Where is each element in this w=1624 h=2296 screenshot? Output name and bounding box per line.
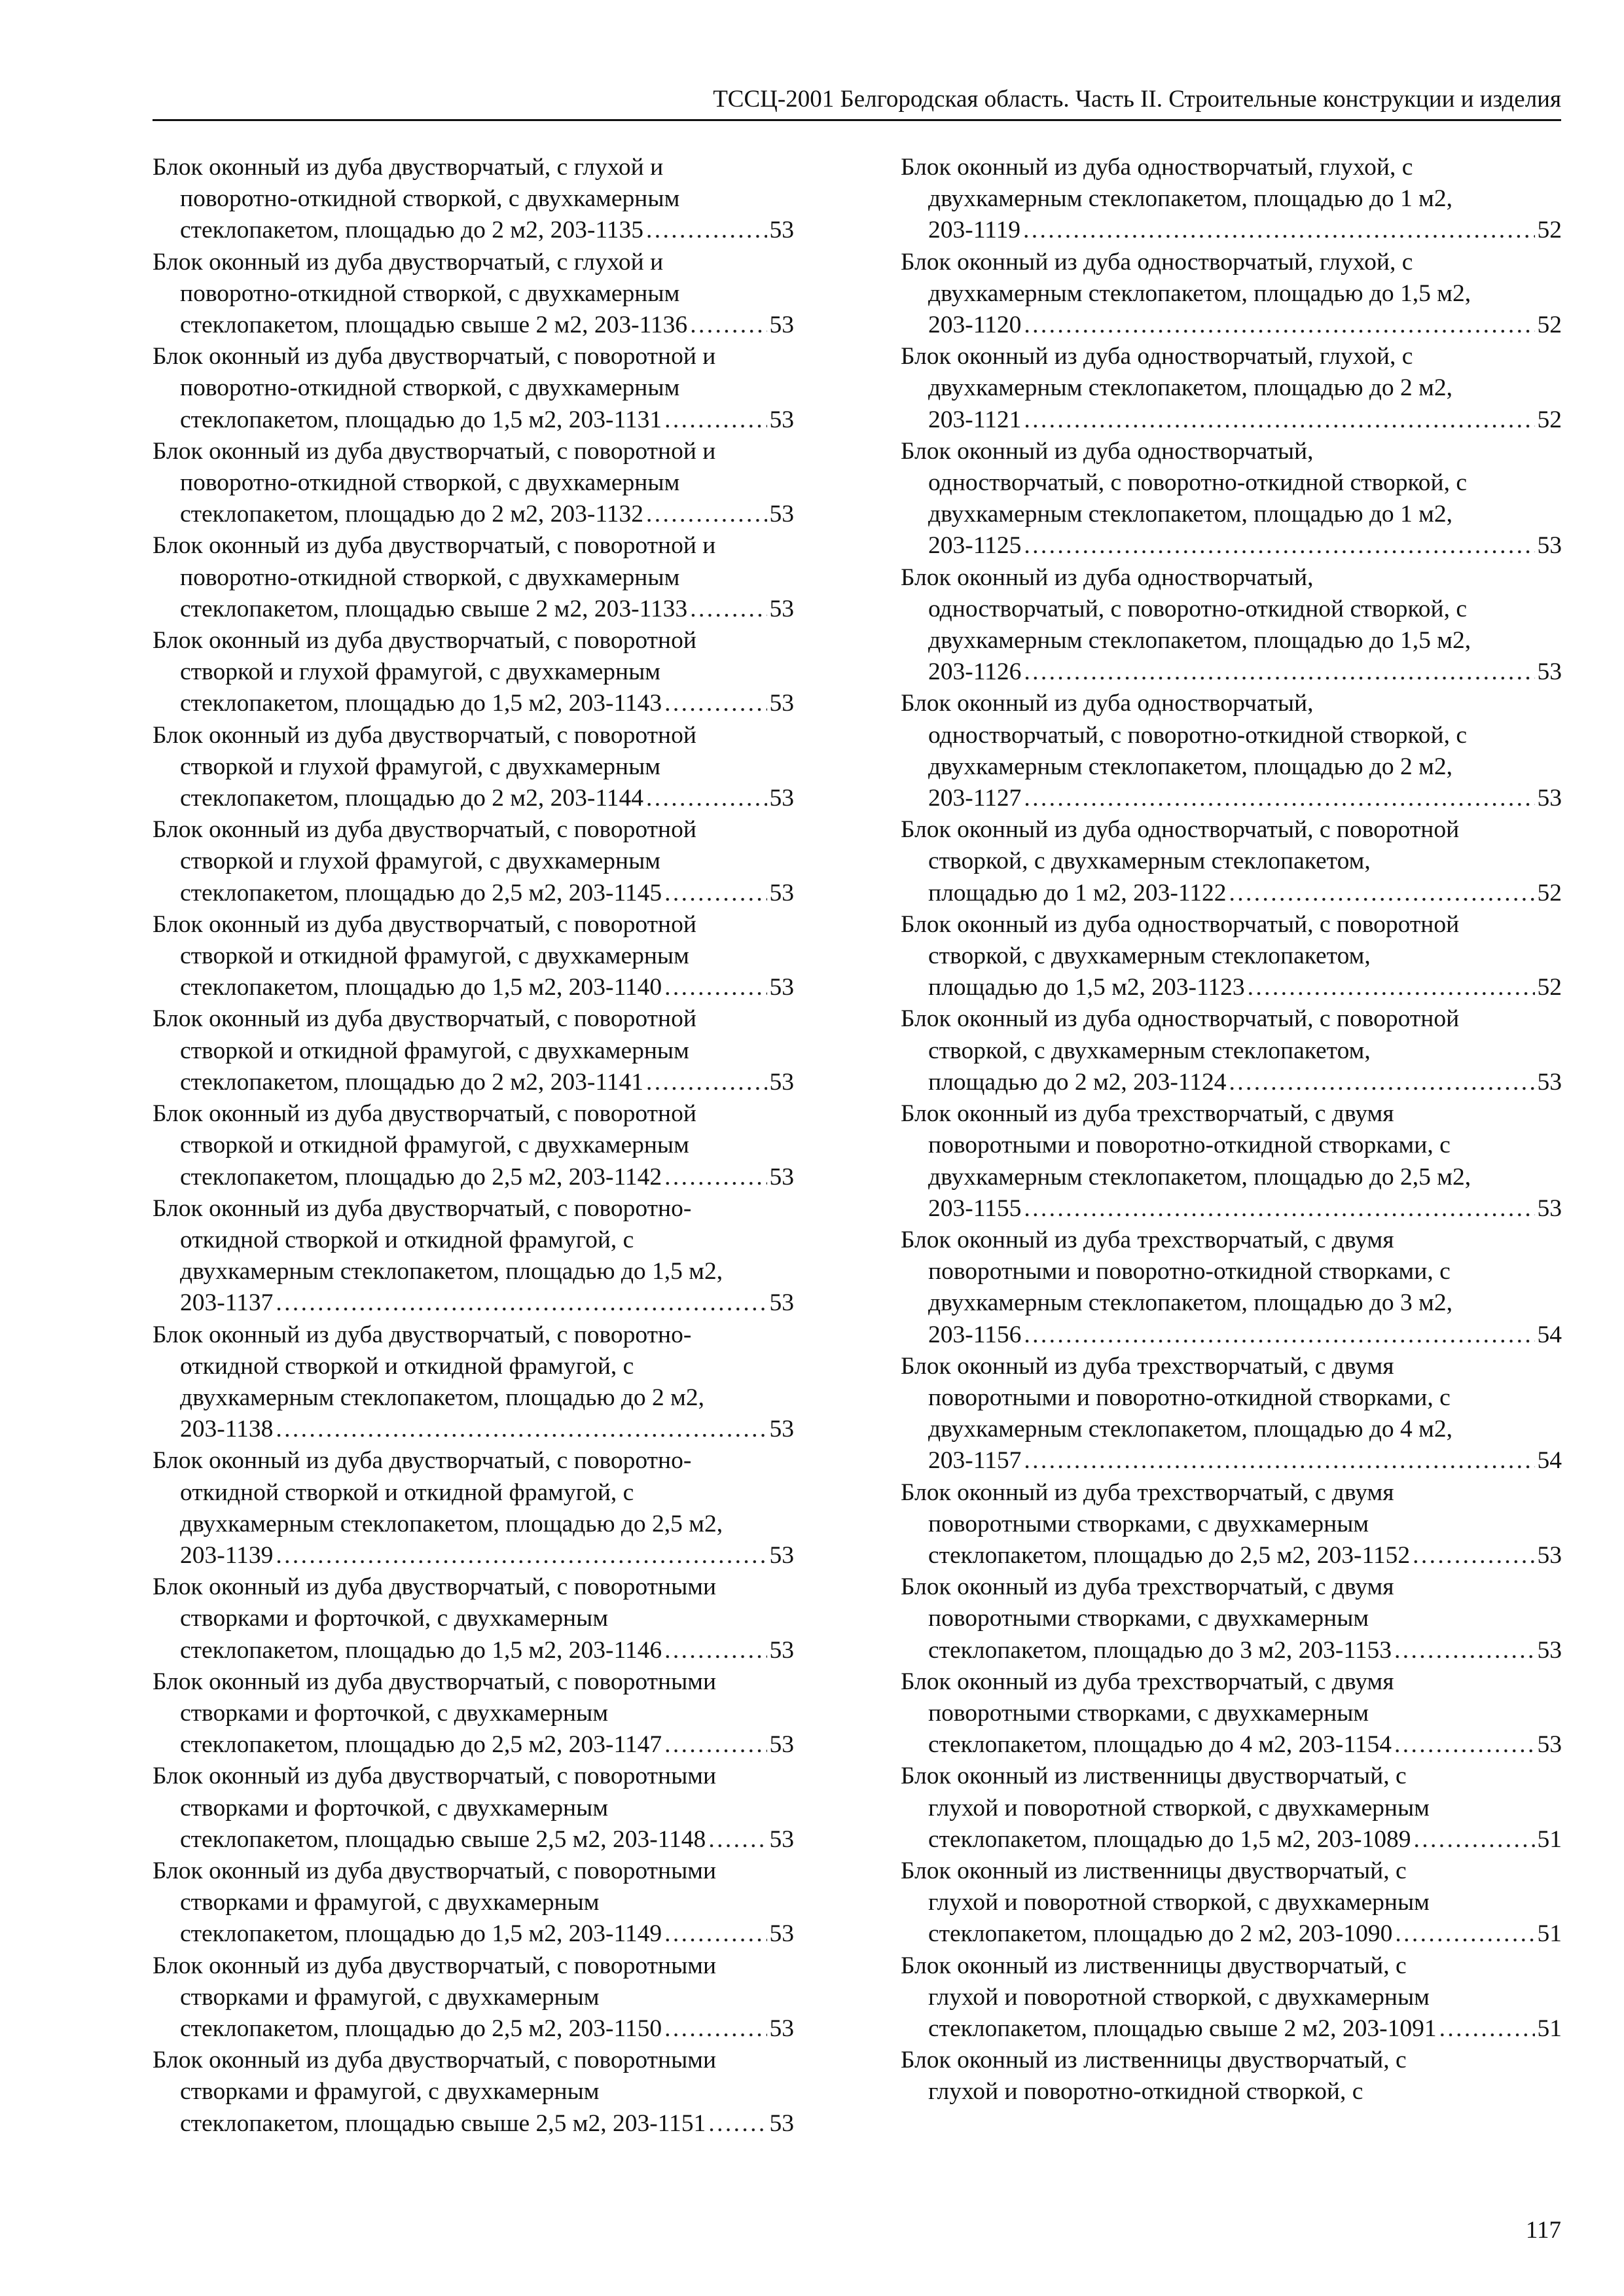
index-entry bbox=[153, 247, 794, 342]
entry-code: 203-1121 bbox=[928, 406, 1022, 433]
entry-line: двухкамерным стеклопакетом, площадью до 2 м2, bbox=[180, 1384, 705, 1411]
entry-line: Блок оконный из дуба двустворчатый, с поворотной и bbox=[153, 532, 716, 560]
entry-line: поворотными и поворотно-откидной створками, с bbox=[928, 1258, 1451, 1285]
index-entry bbox=[153, 1445, 794, 1571]
index-entry bbox=[153, 1666, 794, 1761]
index-entry bbox=[153, 1761, 794, 1856]
index-column-left bbox=[153, 152, 794, 2140]
entry-line: одностворчатый, с поворотно-откидной створкой, с bbox=[928, 595, 1468, 622]
entry-code: стеклопакетом, площадью до 2,5 м2, 203-1150 bbox=[180, 2015, 662, 2042]
entry-line: створкой, с двухкамерным стеклопакетом, bbox=[928, 942, 1371, 970]
entry-code: стеклопакетом, площадью до 2 м2, 203-1141 bbox=[180, 1068, 643, 1096]
entry-last-line bbox=[901, 215, 1562, 246]
entry-code: 203-1119 bbox=[928, 217, 1020, 244]
entry-line: Блок оконный из дуба двустворчатый, с поворотной bbox=[153, 1100, 696, 1128]
entry-page-ref: 53 bbox=[769, 1636, 794, 1664]
index-entry bbox=[901, 152, 1562, 247]
dot-leader bbox=[1024, 530, 1534, 562]
entry-page-ref: 53 bbox=[769, 2015, 794, 2042]
entry-code: 203-1126 bbox=[928, 658, 1022, 686]
entry-code: стеклопакетом, площадью до 1,5 м2, 203-1089 bbox=[928, 1825, 1411, 1853]
index-entry bbox=[153, 1193, 794, 1319]
entry-page-ref: 53 bbox=[769, 406, 794, 433]
dot-leader bbox=[664, 972, 767, 1003]
dot-leader bbox=[664, 878, 767, 909]
entry-line: створкой, с двухкамерным стеклопакетом, bbox=[928, 848, 1371, 875]
dot-leader bbox=[1413, 1824, 1534, 1856]
entry-code: 203-1156 bbox=[928, 1321, 1022, 1348]
entry-page-ref: 53 bbox=[769, 595, 794, 622]
dot-leader bbox=[276, 1540, 767, 1571]
index-entry bbox=[901, 1098, 1562, 1225]
entry-code: 203-1137 bbox=[180, 1289, 274, 1317]
entry-code: стеклопакетом, площадью свыше 2 м2, 203-1136 bbox=[180, 312, 688, 339]
dot-leader bbox=[664, 688, 767, 719]
entry-line: Блок оконный из дуба двустворчатый, с поворотной bbox=[153, 721, 696, 749]
dot-leader bbox=[1024, 1445, 1534, 1477]
entry-line: поворотными и поворотно-откидной створками, с bbox=[928, 1384, 1451, 1411]
entry-last-line bbox=[901, 972, 1562, 1003]
entry-line: Блок оконный из дуба трехстворчатый, с двумя bbox=[901, 1573, 1394, 1601]
index-entry bbox=[901, 1351, 1562, 1477]
entry-line: Блок оконный из дуба двустворчатый, с поворотной bbox=[153, 816, 696, 844]
page-number: 117 bbox=[1525, 2217, 1561, 2244]
entry-line: глухой и поворотно-откидной створкой, с bbox=[928, 2078, 1363, 2106]
entry-page-ref: 53 bbox=[769, 501, 794, 528]
dot-leader bbox=[1024, 310, 1534, 341]
entry-last-line bbox=[901, 1445, 1562, 1477]
entry-line: створкой, с двухкамерным стеклопакетом, bbox=[928, 1037, 1371, 1064]
index-entry bbox=[901, 814, 1562, 909]
dot-leader bbox=[646, 783, 767, 814]
dot-leader bbox=[690, 594, 767, 625]
dot-leader bbox=[690, 310, 767, 341]
entry-last-line bbox=[901, 1067, 1562, 1098]
entry-line: поворотно-откидной створкой, с двухкамерным bbox=[180, 374, 680, 402]
dot-leader bbox=[1439, 2013, 1535, 2045]
entry-line: Блок оконный из дуба двустворчатый, с поворотными bbox=[153, 1573, 717, 1601]
entry-line: створками и форточкой, с двухкамерным bbox=[180, 1699, 609, 1727]
entry-last-line bbox=[153, 404, 794, 436]
index-entry bbox=[901, 909, 1562, 1004]
entry-line: двухкамерным стеклопакетом, площадью до 2 м2, bbox=[928, 753, 1453, 780]
entry-last-line bbox=[153, 1729, 794, 1761]
entry-line: двухкамерным стеклопакетом, площадью до 2 м2, bbox=[928, 374, 1453, 402]
entry-line: поворотно-откидной створкой, с двухкамерным bbox=[180, 564, 680, 591]
index-entry bbox=[901, 1477, 1562, 1572]
index-entry bbox=[153, 436, 794, 531]
entry-page-ref: 52 bbox=[1537, 879, 1562, 906]
entry-line: поворотными створками, с двухкамерным bbox=[928, 1510, 1369, 1537]
dot-leader bbox=[664, 404, 767, 436]
dot-leader bbox=[1229, 1067, 1535, 1098]
entry-line: поворотно-откидной створкой, с двухкамерным bbox=[180, 469, 680, 497]
index-entry bbox=[153, 625, 794, 720]
dot-leader bbox=[664, 1635, 767, 1666]
entry-page-ref: 53 bbox=[769, 2109, 794, 2137]
entry-code: площадью до 1 м2, 203-1122 bbox=[928, 879, 1227, 906]
entry-last-line bbox=[901, 1193, 1562, 1225]
entry-line: Блок оконный из дуба одностворчатый, с поворотной bbox=[901, 816, 1460, 844]
entry-line: Блок оконный из дуба двустворчатый, с поворотной и bbox=[153, 343, 716, 370]
entry-last-line bbox=[153, 1540, 794, 1571]
entry-line: Блок оконный из лиственницы двустворчатый, с bbox=[901, 1763, 1407, 1790]
entry-code: стеклопакетом, площадью до 2 м2, 203-1135 bbox=[180, 217, 643, 244]
index-entry bbox=[153, 152, 794, 247]
running-header: ТССЦ-2001 Белгородская область. Часть II. Строительные конструкции и изделия bbox=[153, 84, 1561, 121]
entry-last-line bbox=[153, 688, 794, 719]
entry-line: двухкамерным стеклопакетом, площадью до 2,5 м2, bbox=[928, 1163, 1471, 1191]
entry-page-ref: 53 bbox=[1537, 1731, 1562, 1759]
entry-line: Блок оконный из дуба двустворчатый, с поворотной bbox=[153, 1005, 696, 1033]
entry-code: 203-1127 bbox=[928, 785, 1022, 812]
entry-last-line bbox=[153, 878, 794, 909]
index-entry bbox=[901, 1003, 1562, 1098]
dot-leader bbox=[1024, 783, 1534, 814]
entry-last-line bbox=[901, 530, 1562, 562]
entry-code: стеклопакетом, площадью до 2,5 м2, 203-1142 bbox=[180, 1163, 662, 1191]
entry-last-line bbox=[153, 1067, 794, 1098]
entry-last-line bbox=[153, 1918, 794, 1950]
entry-line: Блок оконный из дуба двустворчатый, с поворотно- bbox=[153, 1447, 692, 1475]
entry-last-line bbox=[153, 1287, 794, 1319]
entry-code: стеклопакетом, площадью до 2,5 м2, 203-1152 bbox=[928, 1541, 1411, 1569]
entry-line: двухкамерным стеклопакетом, площадью до 1 м2, bbox=[928, 501, 1453, 528]
entry-code: стеклопакетом, площадью свыше 2,5 м2, 203-1151 bbox=[180, 2109, 706, 2137]
entry-line: Блок оконный из дуба двустворчатый, с поворотной bbox=[153, 627, 696, 655]
entry-line: Блок оконный из лиственницы двустворчатый, с bbox=[901, 2047, 1407, 2074]
index-entry bbox=[901, 1571, 1562, 1666]
index-entry bbox=[153, 1098, 794, 1193]
entry-line: Блок оконный из дуба трехстворчатый, с двумя bbox=[901, 1226, 1394, 1253]
index-entry bbox=[901, 1225, 1562, 1351]
index-entry bbox=[153, 341, 794, 436]
entry-code: площадью до 2 м2, 203-1124 bbox=[928, 1068, 1227, 1096]
entry-line: глухой и поворотной створкой, с двухкамерным bbox=[928, 1794, 1430, 1821]
entry-page-ref: 53 bbox=[769, 785, 794, 812]
entry-line: одностворчатый, с поворотно-откидной створкой, с bbox=[928, 469, 1468, 497]
entry-last-line bbox=[153, 499, 794, 530]
entry-line: створкой и глухой фрамугой, с двухкамерным bbox=[180, 658, 661, 686]
index-entry bbox=[901, 2045, 1562, 2108]
entry-line: створками и форточкой, с двухкамерным bbox=[180, 1605, 609, 1632]
index-column-right bbox=[901, 152, 1562, 2108]
entry-code: стеклопакетом, площадью до 2 м2, 203-1132 bbox=[180, 501, 643, 528]
entry-page-ref: 53 bbox=[769, 1541, 794, 1569]
entry-last-line bbox=[153, 1162, 794, 1193]
entry-line: одностворчатый, с поворотно-откидной створкой, с bbox=[928, 721, 1468, 749]
entry-line: Блок оконный из дуба трехстворчатый, с двумя bbox=[901, 1668, 1394, 1695]
entry-last-line bbox=[153, 215, 794, 246]
dot-leader bbox=[664, 1729, 767, 1761]
entry-last-line bbox=[901, 783, 1562, 814]
entry-line: Блок оконный из дуба трехстворчатый, с двумя bbox=[901, 1100, 1394, 1128]
entry-code: стеклопакетом, площадью до 1,5 м2, 203-1131 bbox=[180, 406, 662, 433]
entry-code: стеклопакетом, площадью до 1,5 м2, 203-1143 bbox=[180, 690, 662, 717]
entry-line: Блок оконный из дуба двустворчатый, с поворотными bbox=[153, 2047, 717, 2074]
dot-leader bbox=[1394, 1729, 1535, 1761]
entry-line: откидной створкой и откидной фрамугой, с bbox=[180, 1226, 634, 1253]
entry-last-line bbox=[901, 1918, 1562, 1950]
entry-line: Блок оконный из дуба двустворчатый, с глухой и bbox=[153, 248, 664, 276]
entry-code: стеклопакетом, площадью до 4 м2, 203-1154 bbox=[928, 1731, 1392, 1759]
entry-code: стеклопакетом, площадью до 2,5 м2, 203-1147 bbox=[180, 1731, 662, 1759]
index-entry bbox=[153, 530, 794, 625]
entry-line: двухкамерным стеклопакетом, площадью до 4 м2, bbox=[928, 1416, 1453, 1443]
entry-line: Блок оконный из дуба двустворчатый, с поворотной и bbox=[153, 437, 716, 465]
entry-line: Блок оконный из дуба одностворчатый, bbox=[901, 437, 1314, 465]
entry-line: Блок оконный из дуба одностворчатый, с поворотной bbox=[901, 1005, 1460, 1033]
entry-code: 203-1125 bbox=[928, 532, 1022, 560]
entry-last-line bbox=[901, 1540, 1562, 1571]
entry-line: глухой и поворотной створкой, с двухкамерным bbox=[928, 1889, 1430, 1916]
entry-line: Блок оконный из дуба двустворчатый, с поворотными bbox=[153, 1952, 717, 1979]
entry-last-line bbox=[153, 2108, 794, 2140]
entry-code: стеклопакетом, площадью до 3 м2, 203-1153 bbox=[928, 1636, 1392, 1664]
index-entry bbox=[153, 1319, 794, 1446]
entry-line: откидной створкой и откидной фрамугой, с bbox=[180, 1352, 634, 1380]
entry-code: 203-1139 bbox=[180, 1541, 274, 1569]
entry-line: Блок оконный из дуба одностворчатый, с поворотной bbox=[901, 910, 1460, 938]
dot-leader bbox=[646, 499, 767, 530]
entry-last-line bbox=[901, 878, 1562, 909]
entry-line: створкой и откидной фрамугой, с двухкамерным bbox=[180, 942, 689, 970]
index-entry bbox=[901, 247, 1562, 342]
dot-leader bbox=[646, 215, 767, 246]
entry-code: площадью до 1,5 м2, 203-1123 bbox=[928, 974, 1245, 1001]
entry-page-ref: 53 bbox=[769, 312, 794, 339]
entry-code: стеклопакетом, площадью до 2 м2, 203-1144 bbox=[180, 785, 643, 812]
entry-line: Блок оконный из дуба одностворчатый, bbox=[901, 564, 1314, 591]
index-entry bbox=[153, 720, 794, 815]
index-entry bbox=[901, 1666, 1562, 1761]
dot-leader bbox=[664, 2013, 767, 2045]
dot-leader bbox=[664, 1918, 767, 1950]
entry-last-line bbox=[901, 1319, 1562, 1351]
entry-last-line bbox=[153, 972, 794, 1003]
dot-leader bbox=[708, 2108, 767, 2140]
dot-leader bbox=[708, 1824, 767, 1856]
entry-code: стеклопакетом, площадью свыше 2 м2, 203-1091 bbox=[928, 2015, 1437, 2042]
entry-page-ref: 51 bbox=[1537, 1825, 1562, 1853]
entry-page-ref: 53 bbox=[769, 879, 794, 906]
index-entry bbox=[901, 1950, 1562, 2045]
entry-last-line bbox=[153, 2013, 794, 2045]
entry-code: стеклопакетом, площадью свыше 2,5 м2, 203-1148 bbox=[180, 1825, 706, 1853]
dot-leader bbox=[1024, 1193, 1534, 1225]
entry-page-ref: 53 bbox=[1537, 1068, 1562, 1096]
entry-code: стеклопакетом, площадью до 2 м2, 203-1090 bbox=[928, 1920, 1393, 1948]
entry-line: поворотно-откидной створкой, с двухкамерным bbox=[180, 279, 680, 307]
entry-page-ref: 53 bbox=[1537, 658, 1562, 686]
entry-last-line bbox=[901, 656, 1562, 688]
dot-leader bbox=[1395, 1918, 1534, 1950]
dot-leader bbox=[1394, 1635, 1535, 1666]
entry-page-ref: 54 bbox=[1537, 1321, 1562, 1348]
entry-page-ref: 53 bbox=[1537, 1636, 1562, 1664]
entry-last-line bbox=[901, 310, 1562, 341]
entry-page-ref: 53 bbox=[769, 1289, 794, 1317]
entry-last-line bbox=[901, 1729, 1562, 1761]
entry-line: створками и фрамугой, с двухкамерным bbox=[180, 1983, 600, 2011]
entry-page-ref: 53 bbox=[1537, 1194, 1562, 1222]
index-entry bbox=[153, 1950, 794, 2045]
entry-line: створками и форточкой, с двухкамерным bbox=[180, 1794, 609, 1821]
entry-last-line bbox=[901, 2013, 1562, 2045]
entry-line: двухкамерным стеклопакетом, площадью до 2,5 м2, bbox=[180, 1510, 723, 1537]
index-entry bbox=[901, 1856, 1562, 1950]
entry-line: створкой и глухой фрамугой, с двухкамерным bbox=[180, 848, 661, 875]
entry-last-line bbox=[153, 783, 794, 814]
entry-page-ref: 51 bbox=[1537, 2015, 1562, 2042]
entry-line: створкой и откидной фрамугой, с двухкамерным bbox=[180, 1132, 689, 1159]
entry-page-ref: 53 bbox=[769, 1920, 794, 1948]
entry-page-ref: 53 bbox=[769, 217, 794, 244]
entry-line: Блок оконный из дуба одностворчатый, глухой, с bbox=[901, 343, 1413, 370]
entry-line: откидной створкой и откидной фрамугой, с bbox=[180, 1479, 634, 1506]
entry-line: двухкамерным стеклопакетом, площадью до 1,5 м2, bbox=[928, 279, 1471, 307]
entry-line: Блок оконный из лиственницы двустворчатый, с bbox=[901, 1952, 1407, 1979]
index-entry bbox=[901, 1761, 1562, 1856]
entry-page-ref: 53 bbox=[769, 1731, 794, 1759]
entry-line: Блок оконный из лиственницы двустворчатый, с bbox=[901, 1857, 1407, 1884]
entry-line: створкой и откидной фрамугой, с двухкамерным bbox=[180, 1037, 689, 1064]
entry-code: 203-1155 bbox=[928, 1194, 1022, 1222]
entry-page-ref: 53 bbox=[1537, 532, 1562, 560]
index-entry bbox=[153, 1571, 794, 1666]
entry-line: Блок оконный из дуба одностворчатый, глухой, с bbox=[901, 154, 1413, 181]
entry-code: 203-1138 bbox=[180, 1416, 274, 1443]
entry-page-ref: 53 bbox=[1537, 1541, 1562, 1569]
entry-code: 203-1157 bbox=[928, 1447, 1022, 1475]
entry-last-line bbox=[901, 1824, 1562, 1856]
entry-line: двухкамерным стеклопакетом, площадью до 1,5 м2, bbox=[928, 627, 1471, 655]
entry-line: глухой и поворотной створкой, с двухкамерным bbox=[928, 1983, 1430, 2011]
entry-line: двухкамерным стеклопакетом, площадью до 1 м2, bbox=[928, 185, 1453, 213]
index-entry bbox=[153, 909, 794, 1004]
dot-leader bbox=[1248, 972, 1535, 1003]
entry-last-line bbox=[153, 1414, 794, 1445]
entry-page-ref: 53 bbox=[769, 690, 794, 717]
index-entry bbox=[153, 1003, 794, 1098]
dot-leader bbox=[1024, 656, 1534, 688]
index-entry bbox=[153, 2045, 794, 2140]
entry-line: двухкамерным стеклопакетом, площадью до 3 м2, bbox=[928, 1289, 1453, 1317]
entry-line: поворотными створками, с двухкамерным bbox=[928, 1699, 1369, 1727]
dot-leader bbox=[1413, 1540, 1534, 1571]
index-entry bbox=[153, 814, 794, 909]
entry-code: стеклопакетом, площадью до 1,5 м2, 203-1140 bbox=[180, 974, 662, 1001]
entry-page-ref: 53 bbox=[769, 1068, 794, 1096]
entry-code: стеклопакетом, площадью до 1,5 м2, 203-1146 bbox=[180, 1636, 662, 1664]
entry-line: Блок оконный из дуба двустворчатый, с поворотными bbox=[153, 1668, 717, 1695]
entry-page-ref: 53 bbox=[769, 1416, 794, 1443]
entry-line: Блок оконный из дуба одностворчатый, bbox=[901, 690, 1314, 717]
entry-page-ref: 52 bbox=[1537, 974, 1562, 1001]
dot-leader bbox=[276, 1287, 767, 1319]
entry-line: двухкамерным стеклопакетом, площадью до 1,5 м2, bbox=[180, 1258, 723, 1285]
entry-page-ref: 52 bbox=[1537, 312, 1562, 339]
entry-last-line bbox=[153, 594, 794, 625]
entry-last-line bbox=[153, 310, 794, 341]
entry-line: Блок оконный из дуба одностворчатый, глухой, с bbox=[901, 248, 1413, 276]
entry-line: створками и фрамугой, с двухкамерным bbox=[180, 1889, 600, 1916]
entry-last-line bbox=[153, 1824, 794, 1856]
index-entry bbox=[153, 1856, 794, 1950]
entry-line: Блок оконный из дуба двустворчатый, с поворотно- bbox=[153, 1194, 692, 1222]
entry-line: Блок оконный из дуба трехстворчатый, с двумя bbox=[901, 1352, 1394, 1380]
entry-line: Блок оконный из дуба двустворчатый, с поворотными bbox=[153, 1763, 717, 1790]
entry-page-ref: 53 bbox=[769, 1825, 794, 1853]
index-entry bbox=[901, 436, 1562, 562]
dot-leader bbox=[664, 1162, 767, 1193]
index-entry bbox=[901, 562, 1562, 689]
entry-last-line bbox=[901, 1635, 1562, 1666]
dot-leader bbox=[276, 1414, 767, 1445]
entry-line: створками и фрамугой, с двухкамерным bbox=[180, 2078, 600, 2106]
index-entry bbox=[901, 688, 1562, 814]
entry-line: Блок оконный из дуба двустворчатый, с поворотной bbox=[153, 910, 696, 938]
entry-line: Блок оконный из дуба трехстворчатый, с двумя bbox=[901, 1479, 1394, 1506]
entry-code: стеклопакетом, площадью до 1,5 м2, 203-1149 bbox=[180, 1920, 662, 1948]
entry-page-ref: 54 bbox=[1537, 1447, 1562, 1475]
dot-leader bbox=[646, 1067, 767, 1098]
index-entry bbox=[901, 341, 1562, 436]
entry-page-ref: 53 bbox=[1537, 785, 1562, 812]
entry-line: поворотными и поворотно-откидной створками, с bbox=[928, 1132, 1451, 1159]
entry-last-line bbox=[153, 1635, 794, 1666]
entry-code: стеклопакетом, площадью свыше 2 м2, 203-1133 bbox=[180, 595, 688, 622]
entry-page-ref: 52 bbox=[1537, 406, 1562, 433]
entry-page-ref: 51 bbox=[1537, 1920, 1562, 1948]
dot-leader bbox=[1024, 404, 1534, 436]
dot-leader bbox=[1229, 878, 1535, 909]
entry-page-ref: 53 bbox=[769, 1163, 794, 1191]
entry-page-ref: 53 bbox=[769, 974, 794, 1001]
dot-leader bbox=[1023, 215, 1535, 246]
entry-line: створкой и глухой фрамугой, с двухкамерным bbox=[180, 753, 661, 780]
entry-line: Блок оконный из дуба двустворчатый, с поворотными bbox=[153, 1857, 717, 1884]
entry-code: 203-1120 bbox=[928, 312, 1022, 339]
dot-leader bbox=[1024, 1319, 1534, 1351]
entry-line: поворотными створками, с двухкамерным bbox=[928, 1605, 1369, 1632]
entry-last-line bbox=[901, 404, 1562, 436]
entry-line: Блок оконный из дуба двустворчатый, с поворотно- bbox=[153, 1321, 692, 1348]
entry-line: Блок оконный из дуба двустворчатый, с глухой и bbox=[153, 154, 664, 181]
entry-line: поворотно-откидной створкой, с двухкамерным bbox=[180, 185, 680, 213]
entry-code: стеклопакетом, площадью до 2,5 м2, 203-1145 bbox=[180, 879, 662, 906]
entry-page-ref: 52 bbox=[1537, 217, 1562, 244]
